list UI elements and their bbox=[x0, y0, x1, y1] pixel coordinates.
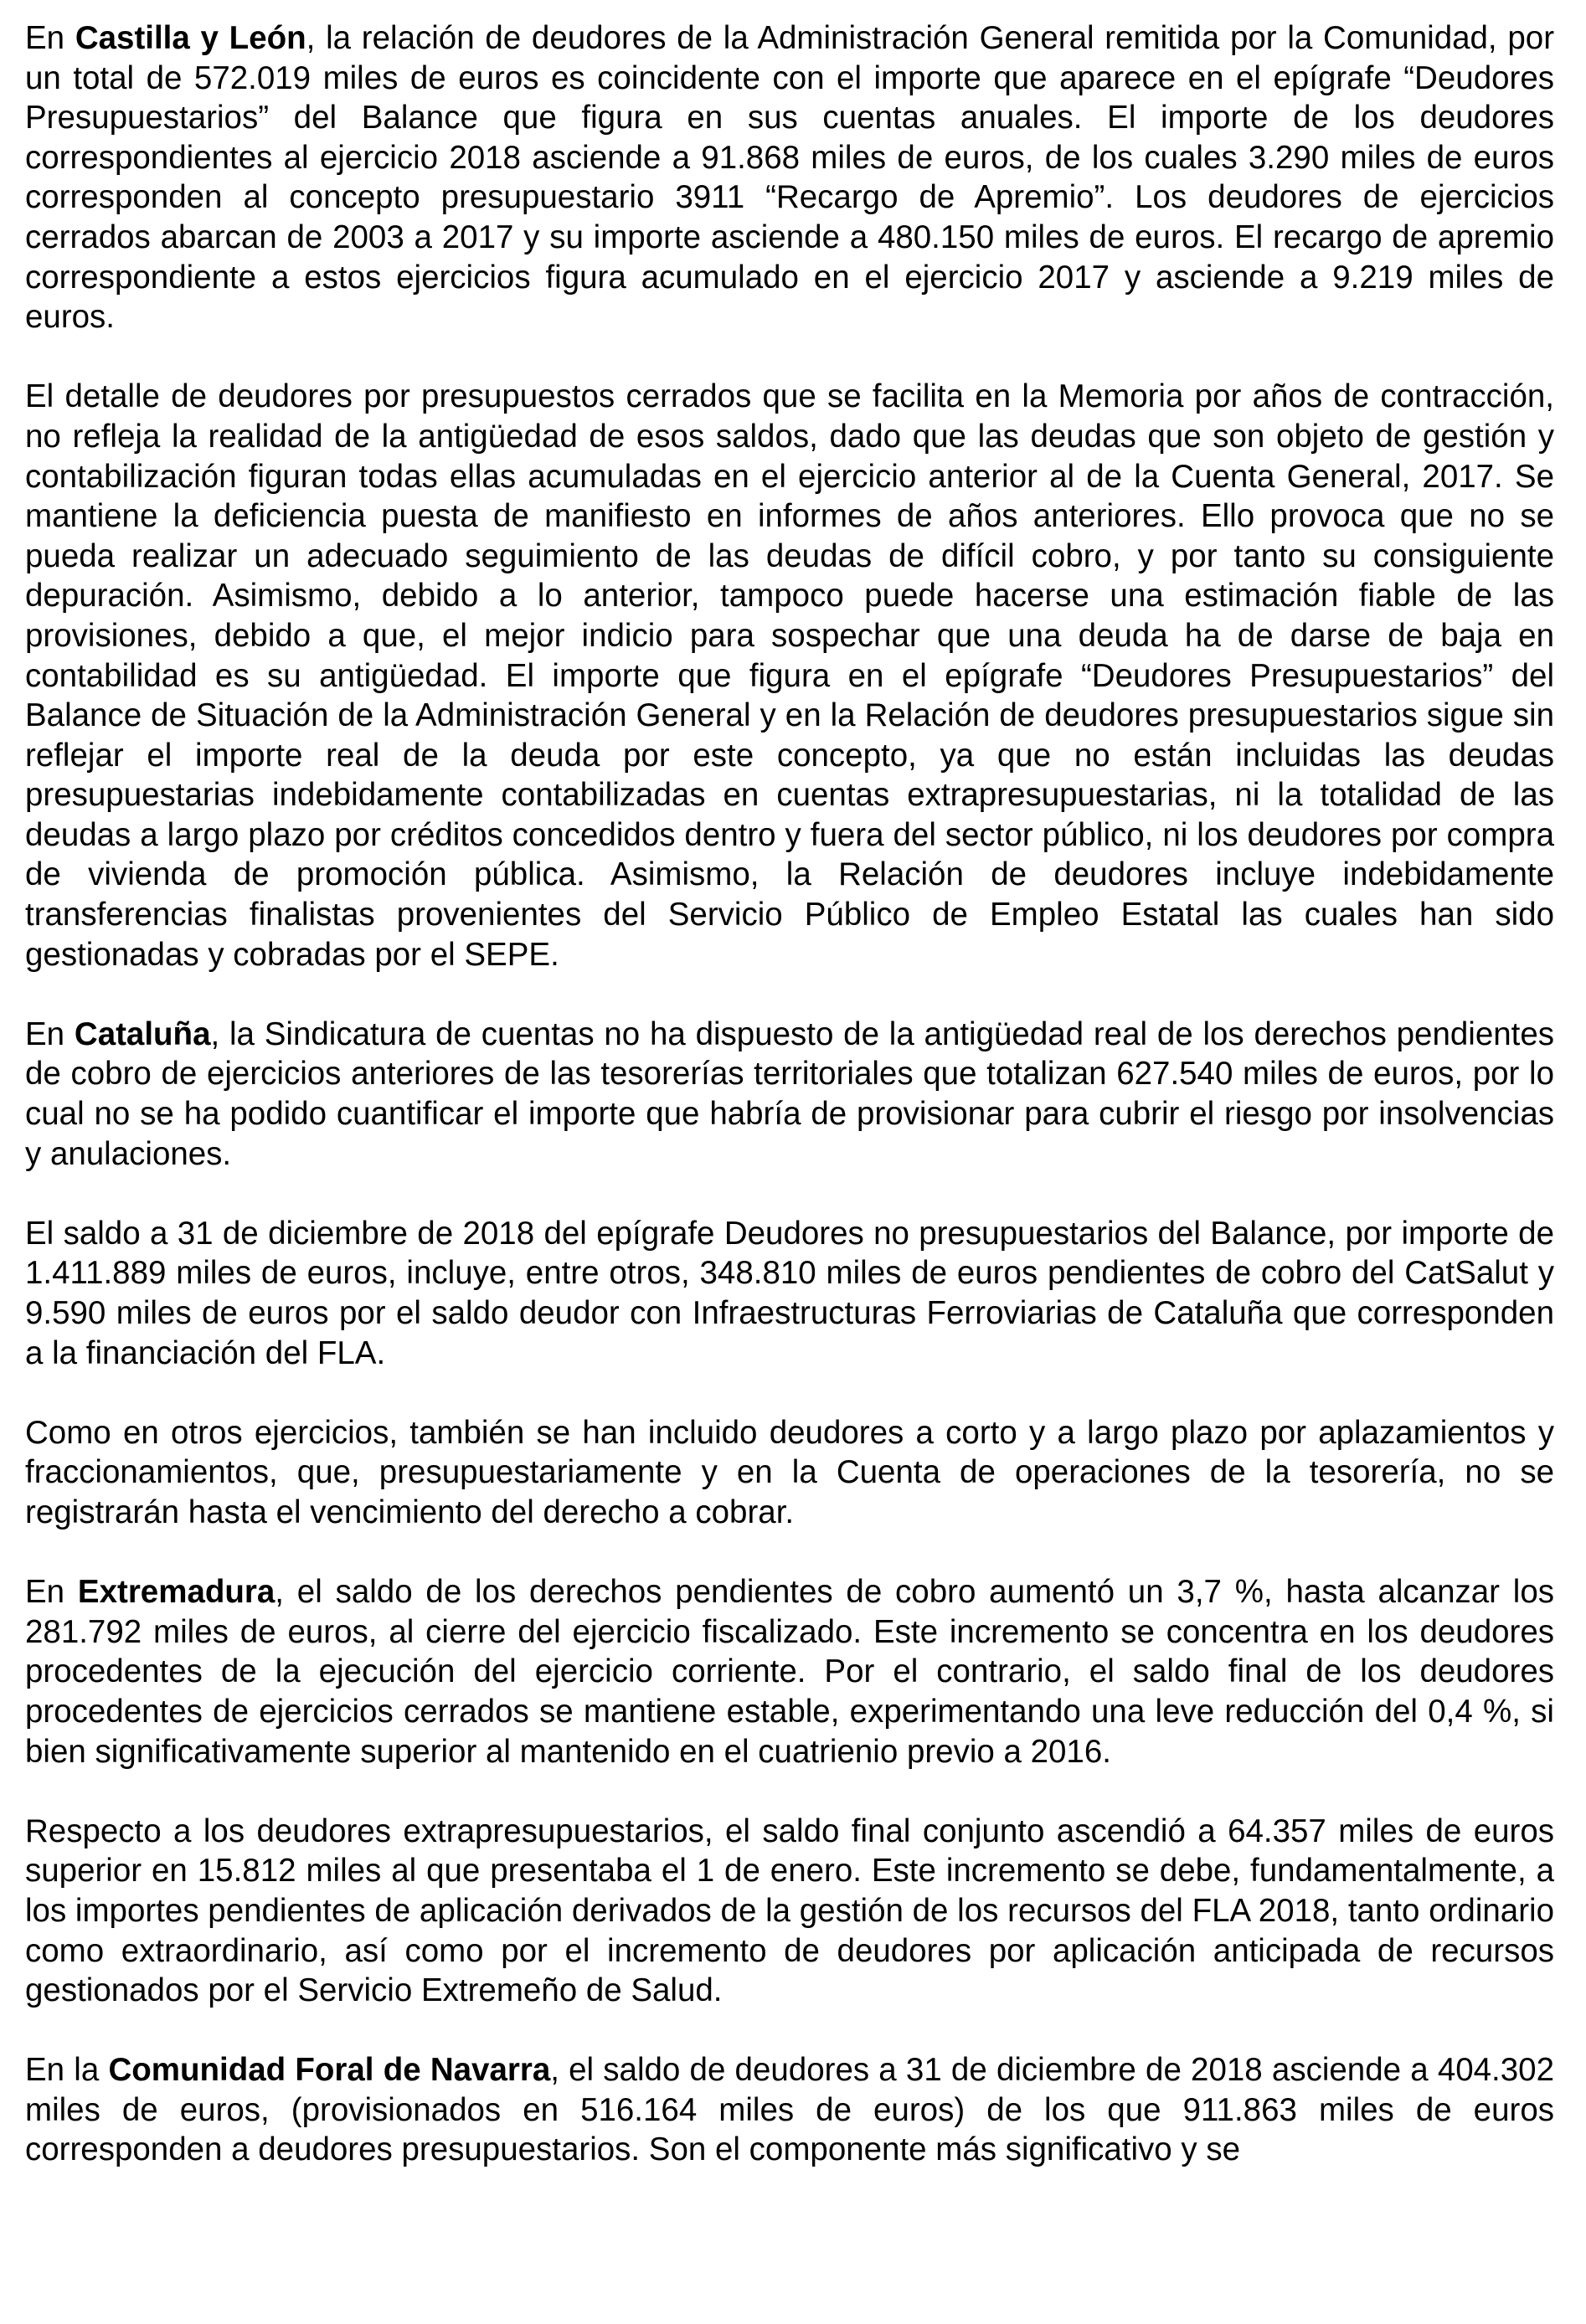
region-heading: Comunidad Foral de Navarra bbox=[108, 2052, 551, 2089]
paragraph bbox=[25, 1015, 1554, 1174]
paragraph-text: , la Sindicatura de cuentas no ha dispuesto de la antigüedad real de los derechos pendientes de cobro de ejercicios anteriores de las tesorerías territoriales que totalizan 627.540 miles de euros, por lo cual no se ha podido cuantificar el importe que habría de provisionar para cubrir el riesgo por insolvencias y anulaciones. bbox=[25, 1015, 1554, 1172]
paragraph-text: , la relación de deudores de la Administración General remitida por la Comunidad, por un total de 572.019 miles de euros es coincidente con el importe que aparece en el epígrafe “Deudores Presupuestarios” del Balance que figura en sus cuentas anuales. El importe de los deudores correspondientes al ejercicio 2018 asciende a 91.868 miles de euros, de los cuales 3.290 miles de euros corresponden al concepto presupuestario 3911 “Recargo de Apremio”. Los deudores de ejercicios cerrados abarcan de 2003 a 2017 y su importe asciende a 480.150 miles de euros. El recargo de apremio correspondiente a estos ejercicios figura acumulado en el ejercicio 2017 y asciende a 9.219 miles de euros. bbox=[25, 20, 1555, 336]
paragraph bbox=[25, 377, 1554, 974]
paragraph bbox=[25, 18, 1554, 337]
paragraph-text: Como en otros ejercicios, también se han incluido deudores a corto y a largo plazo por aplazamientos y fraccionamientos, que, presupuestariamente y en la Cuenta de operaciones de la tesorería, no se registrarán hasta el vencimiento del derecho a cobrar. bbox=[25, 1414, 1554, 1530]
paragraph-text: El saldo a 31 de diciembre de 2018 del epígrafe Deudores no presupuestarios del Balance, por importe de 1.411.889 miles de euros, incluye, entre otros, 348.810 miles de euros pendientes de cobro del CatSalut y 9.590 miles de euros por el saldo deudor con Infraestructuras Ferroviarias de Cataluña que corresponden a la financiación del FLA. bbox=[25, 1215, 1554, 1371]
paragraph bbox=[25, 1812, 1554, 2011]
paragraph bbox=[25, 1413, 1554, 1533]
paragraph bbox=[25, 1214, 1554, 1373]
region-heading: Cataluña bbox=[74, 1015, 211, 1052]
region-heading: Extremadura bbox=[77, 1574, 275, 1611]
paragraph-text: En bbox=[25, 1574, 78, 1611]
document-body bbox=[25, 18, 1554, 2170]
paragraph-text: En bbox=[25, 1015, 75, 1052]
paragraph bbox=[25, 2050, 1554, 2170]
paragraph-text: En la bbox=[25, 2052, 109, 2089]
paragraph-text: El detalle de deudores por presupuestos cerrados que se facilita en la Memoria por años de contracción, no refleja la realidad de la antigüedad de esos saldos, dado que las deudas que son objeto de gestión y contabilización figuran todas ellas acumuladas en el ejercicio anterior al de la Cuenta General, 2017. Se mantiene la deficiencia puesta de manifiesto en informes de años anteriores. Ello provoca que no se pueda realizar un adecuado seguimiento de las deudas de difícil cobro, y por tanto su consiguiente depuración. Asimismo, debido a lo anterior, tampoco puede hacerse una estimación fiable de las provisiones, debido a que, el mejor indicio para sospechar que una deuda ha de darse de baja en contabilidad es su antigüedad. El importe que figura en el epígrafe “Deudores Presupuestarios” del Balance de Situación de la Administración General y en la Relación de deudores presupuestarios sigue sin reflejar el importe real de la deuda por este concepto, ya que no están incluidas las deudas presupuestarias indebidamente contabilizadas en cuentas extrapresupuestarias, ni la totalidad de las deudas a largo plazo por créditos concedidos dentro y fuera del sector público, ni los deudores por compra de vivienda de promoción pública. Asimismo, la Relación de deudores incluye indebidamente transferencias finalistas provenientes del Servicio Público de Empleo Estatal las cuales han sido gestionadas y cobradas por el SEPE. bbox=[25, 378, 1554, 973]
region-heading: Castilla y León bbox=[75, 20, 306, 56]
paragraph-text: En bbox=[25, 20, 75, 56]
paragraph-text: Respecto a los deudores extrapresupuestarios, el saldo final conjunto ascendió a 64.357 miles de euros superior en 15.812 miles al que presentaba el 1 de enero. Este incremento se debe, fundamentalmente, a los importes pendientes de aplicación derivados de la gestión de los recursos del FLA 2018, tanto ordinario como extraordinario, así como por el incremento de deudores por aplicación anticipada de recursos gestionados por el Servicio Extremeño de Salud. bbox=[25, 1812, 1554, 2009]
paragraph-text: , el saldo de deudores a 31 de diciembre de 2018 asciende a 404.302 miles de euros, (provisionados en 516.164 miles de euros) de los que 911.863 miles de euros corresponden a deudores presupuestarios. Son el componente más significativo y se bbox=[25, 2052, 1554, 2168]
paragraph bbox=[25, 1572, 1554, 1771]
paragraph-text: , el saldo de los derechos pendientes de cobro aumentó un 3,7 %, hasta alcanzar los 281.792 miles de euros, al cierre del ejercicio fiscalizado. Este incremento se concentra en los deudores procedentes de la ejecución del ejercicio corriente. Por el contrario, el saldo final de los deudores procedentes de ejercicios cerrados se mantiene estable, experimentando una leve reducción del 0,4 %, si bien significativamente superior al mantenido en el cuatrienio previo a 2016. bbox=[25, 1574, 1554, 1770]
